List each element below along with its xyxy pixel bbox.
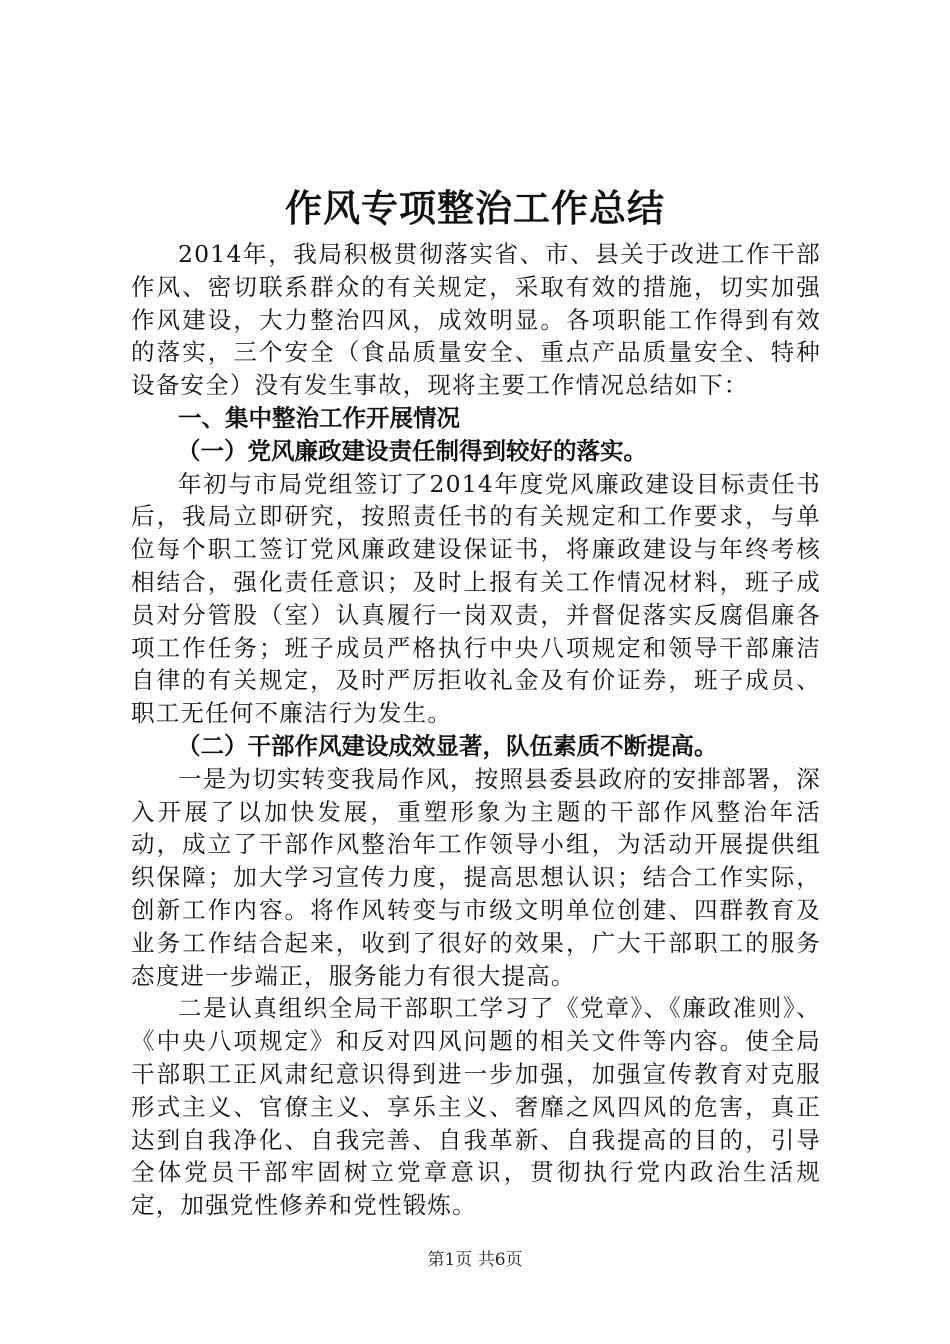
- subsection-heading-2: （二）干部作风建设成效显著，队伍素质不断提高。: [177, 731, 718, 760]
- document-title: 作风专项整治工作总结: [285, 186, 665, 230]
- page-footer: 第1页 共6页: [427, 1250, 523, 1270]
- body-paragraph: 一是为切实转变我局作风，按照县委县政府的安排部署，深入开展了以加快发展，重塑形象为主题的干部作风整治年活动，成立了干部作风整治年工作领导小组，为活动开展提供组织保障；加大学习宣传力度，提高思想认识；结合工作实际，创新工作内容。将作风转变与市级文明单位创建、四群教育及业务工作结合起来，收到了很好的效果，广大干部职工的服务态度进一步端正，服务能力有很大提高。: [131, 764, 821, 990]
- body-paragraph: 年初与市局党组签订了2014年度党风廉政建设目标责任书后，我局立即研究，按照责任书的有关规定和工作要求，与单位每个职工签订党风廉政建设保证书，将廉政建设与年终考核相结合，强化责任意识；及时上报有关工作情况材料，班子成员对分管股（室）认真履行一岗双责，并督促落实反腐倡廉各项工作任务；班子成员严格执行中央八项规定和领导干部廉洁自律的有关规定，及时严厉拒收礼金及有价证券，班子成员、职工无任何不廉洁行为发生。: [131, 469, 821, 728]
- subsection-heading-1: （一）党风廉政建设责任制得到较好的落实。: [177, 436, 647, 465]
- document-body: [131, 238, 821, 1222]
- body-paragraph: 二是认真组织全局干部职工学习了《党章》、《廉政准则》、《中央八项规定》和反对四风问题的相关文件等内容。使全局干部职工正风肃纪意识得到进一步加强，加强宣传教育对克服形式主义、官僚主义、享乐主义、奢靡之风四风的危害，真正达到自我净化、自我完善、自我革新、自我提高的目的，引导全体党员干部牢固树立党章意识，贯彻执行党内政治生活规定，加强党性修养和党性锻炼。: [131, 994, 821, 1220]
- section-heading-1: 一、集中整治工作开展情况: [178, 403, 460, 432]
- intro-paragraph: 2014年，我局积极贯彻落实省、市、县关于改进工作干部作风、密切联系群众的有关规定，采取有效的措施，切实加强作风建设，大力整治四风，成效明显。各项职能工作得到有效的落实，三个安全（食品质量安全、重点产品质量安全、特种设备安全）没有发生事故，现将主要工作情况总结如下：: [131, 240, 821, 400]
